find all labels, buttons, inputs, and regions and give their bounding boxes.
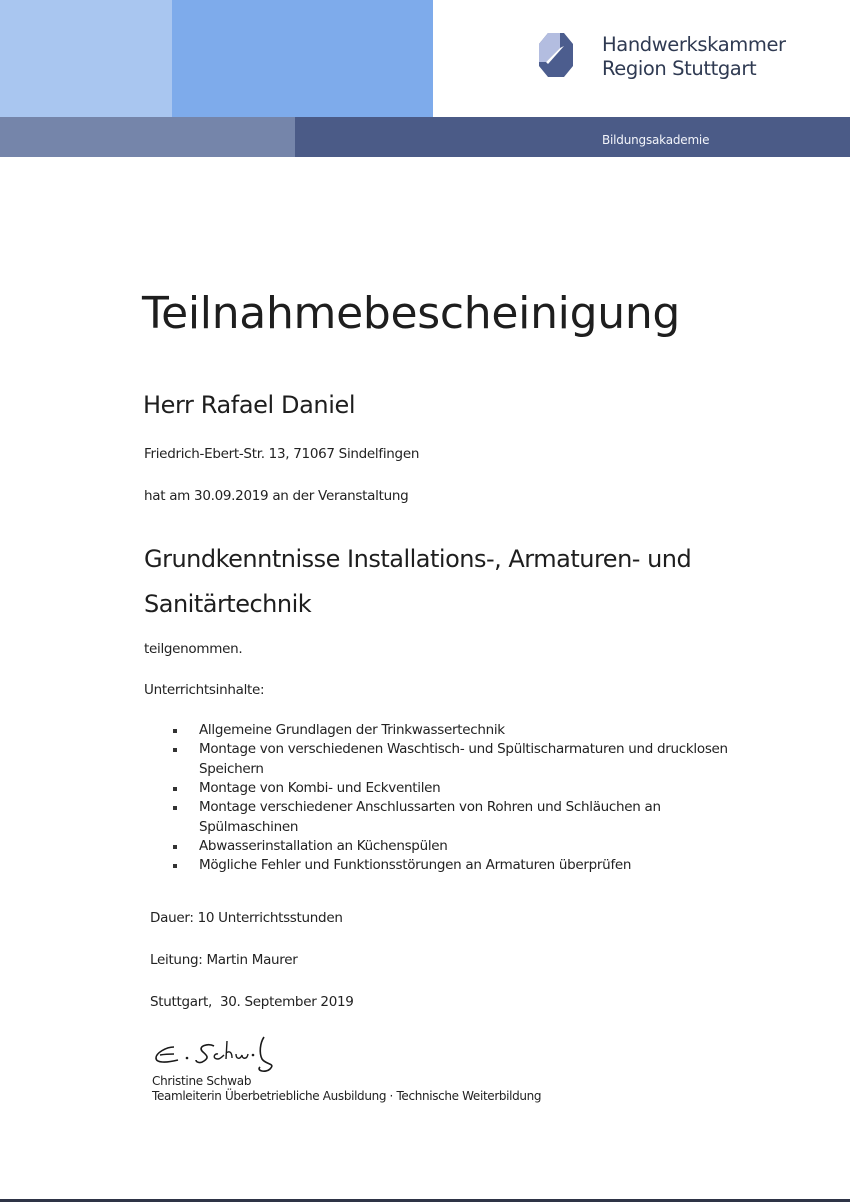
topic-item: Montage von verschiedenen Waschtisch- und Spültischarmaturen und drucklosen Speichern <box>170 739 730 779</box>
topic-item: Mögliche Fehler und Funktionsstörungen an Armaturen überprüfen <box>170 855 730 875</box>
attendance-line: hat am 30.09.2019 an der Veranstaltung <box>144 488 409 504</box>
signer-role: Teamleiterin Überbetriebliche Ausbildung · Technische Weiterbildung <box>152 1089 542 1103</box>
participated-text: teilgenommen. <box>144 641 243 657</box>
bullet-icon <box>173 748 177 752</box>
header-band-left <box>0 117 295 157</box>
topic-item: Abwasserinstallation an Küchenspülen <box>170 836 730 856</box>
topic-item: Montage von Kombi- und Eckventilen <box>170 778 730 798</box>
band-label: Bildungsakademie <box>602 133 710 147</box>
instructor: Leitung: Martin Maurer <box>150 952 298 968</box>
document-title: Teilnahmebescheinigung <box>142 288 681 339</box>
organization-name <box>602 33 786 81</box>
bullet-icon <box>173 864 177 868</box>
duration: Dauer: 10 Unterrichtsstunden <box>150 910 343 926</box>
recipient-name: Herr Rafael Daniel <box>143 391 356 419</box>
header-block-blue <box>172 0 433 117</box>
bullet-icon <box>173 787 177 791</box>
recipient-address: Friedrich-Ebert-Str. 13, 71067 Sindelfingen <box>144 446 420 462</box>
octagon-logo-icon <box>538 32 574 78</box>
contents-label: Unterrichtsinhalte: <box>144 682 265 698</box>
topic-item: Montage verschiedener Anschlussarten von Rohren und Schläuchen an Spülmaschinen <box>170 797 730 837</box>
bullet-icon <box>173 729 177 733</box>
course-title: Grundkenntnisse Installations-, Armaturen- und Sanitärtechnik <box>144 545 692 618</box>
organization-line1: Handwerkskammer <box>602 33 786 56</box>
topic-item: Allgemeine Grundlagen der Trinkwassertechnik <box>170 720 730 740</box>
place-date: Stuttgart, 30. September 2019 <box>150 994 354 1010</box>
topics-list <box>170 720 730 874</box>
bullet-icon <box>173 845 177 849</box>
header-band-right <box>295 117 850 157</box>
signature-icon <box>152 1033 302 1073</box>
header-block-light <box>0 0 172 117</box>
bullet-icon <box>173 806 177 810</box>
organization-line2: Region Stuttgart <box>602 57 757 80</box>
signer-name: Christine Schwab <box>152 1074 252 1088</box>
